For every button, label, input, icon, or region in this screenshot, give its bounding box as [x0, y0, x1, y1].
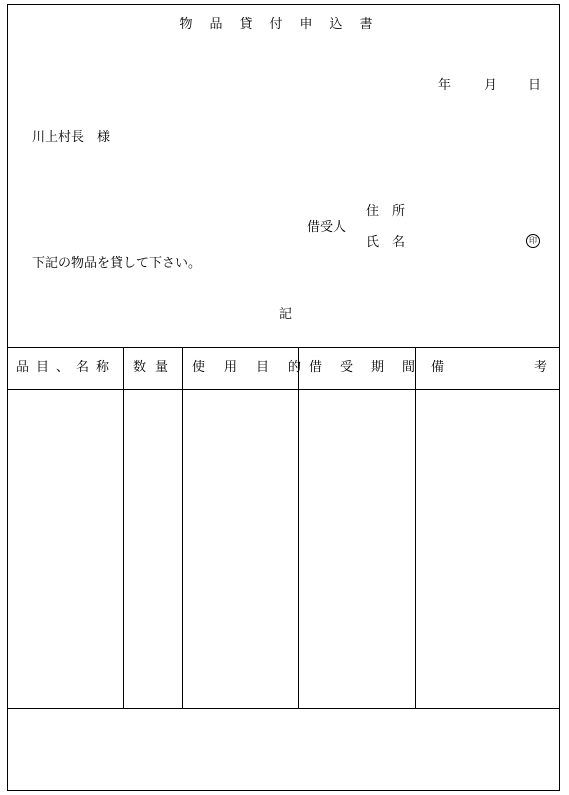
addressee: 川上村長 様 [32, 130, 111, 145]
date-year-label: 年 [438, 78, 452, 93]
name-label: 氏 名 [366, 235, 406, 250]
date-day-label: 日 [528, 78, 542, 93]
header-remarks-2: 考 [534, 360, 548, 375]
header-item-name-text: 品目、名称 [16, 360, 117, 375]
form-frame [7, 4, 560, 791]
header-quantity-text: 数量 [133, 360, 178, 375]
header-period-text: 借受期間 [309, 360, 434, 375]
table-col-divider [123, 347, 124, 708]
table-header-border [7, 389, 560, 390]
table-col-divider [415, 347, 416, 708]
header-purpose [192, 360, 321, 375]
header-quantity [133, 361, 177, 374]
date-month-label: 月 [484, 78, 498, 93]
seal-icon: 印 [526, 234, 540, 248]
header-remarks-1: 備 [431, 360, 445, 375]
header-purpose-text: 使用目的 [192, 360, 321, 375]
borrower-label: 借受人 [307, 220, 347, 235]
request-text: 下記の物品を貸して下さい。 [32, 256, 202, 271]
table-col-divider [298, 347, 299, 708]
address-label: 住 所 [366, 204, 406, 219]
form-title: 物品貸付申込書 [179, 17, 390, 32]
ki-label: 記 [279, 307, 293, 322]
table-bottom-border [7, 708, 560, 709]
table-col-divider [182, 347, 183, 708]
header-period [309, 360, 434, 375]
table-top-border [7, 347, 560, 348]
header-item-name [16, 361, 118, 374]
